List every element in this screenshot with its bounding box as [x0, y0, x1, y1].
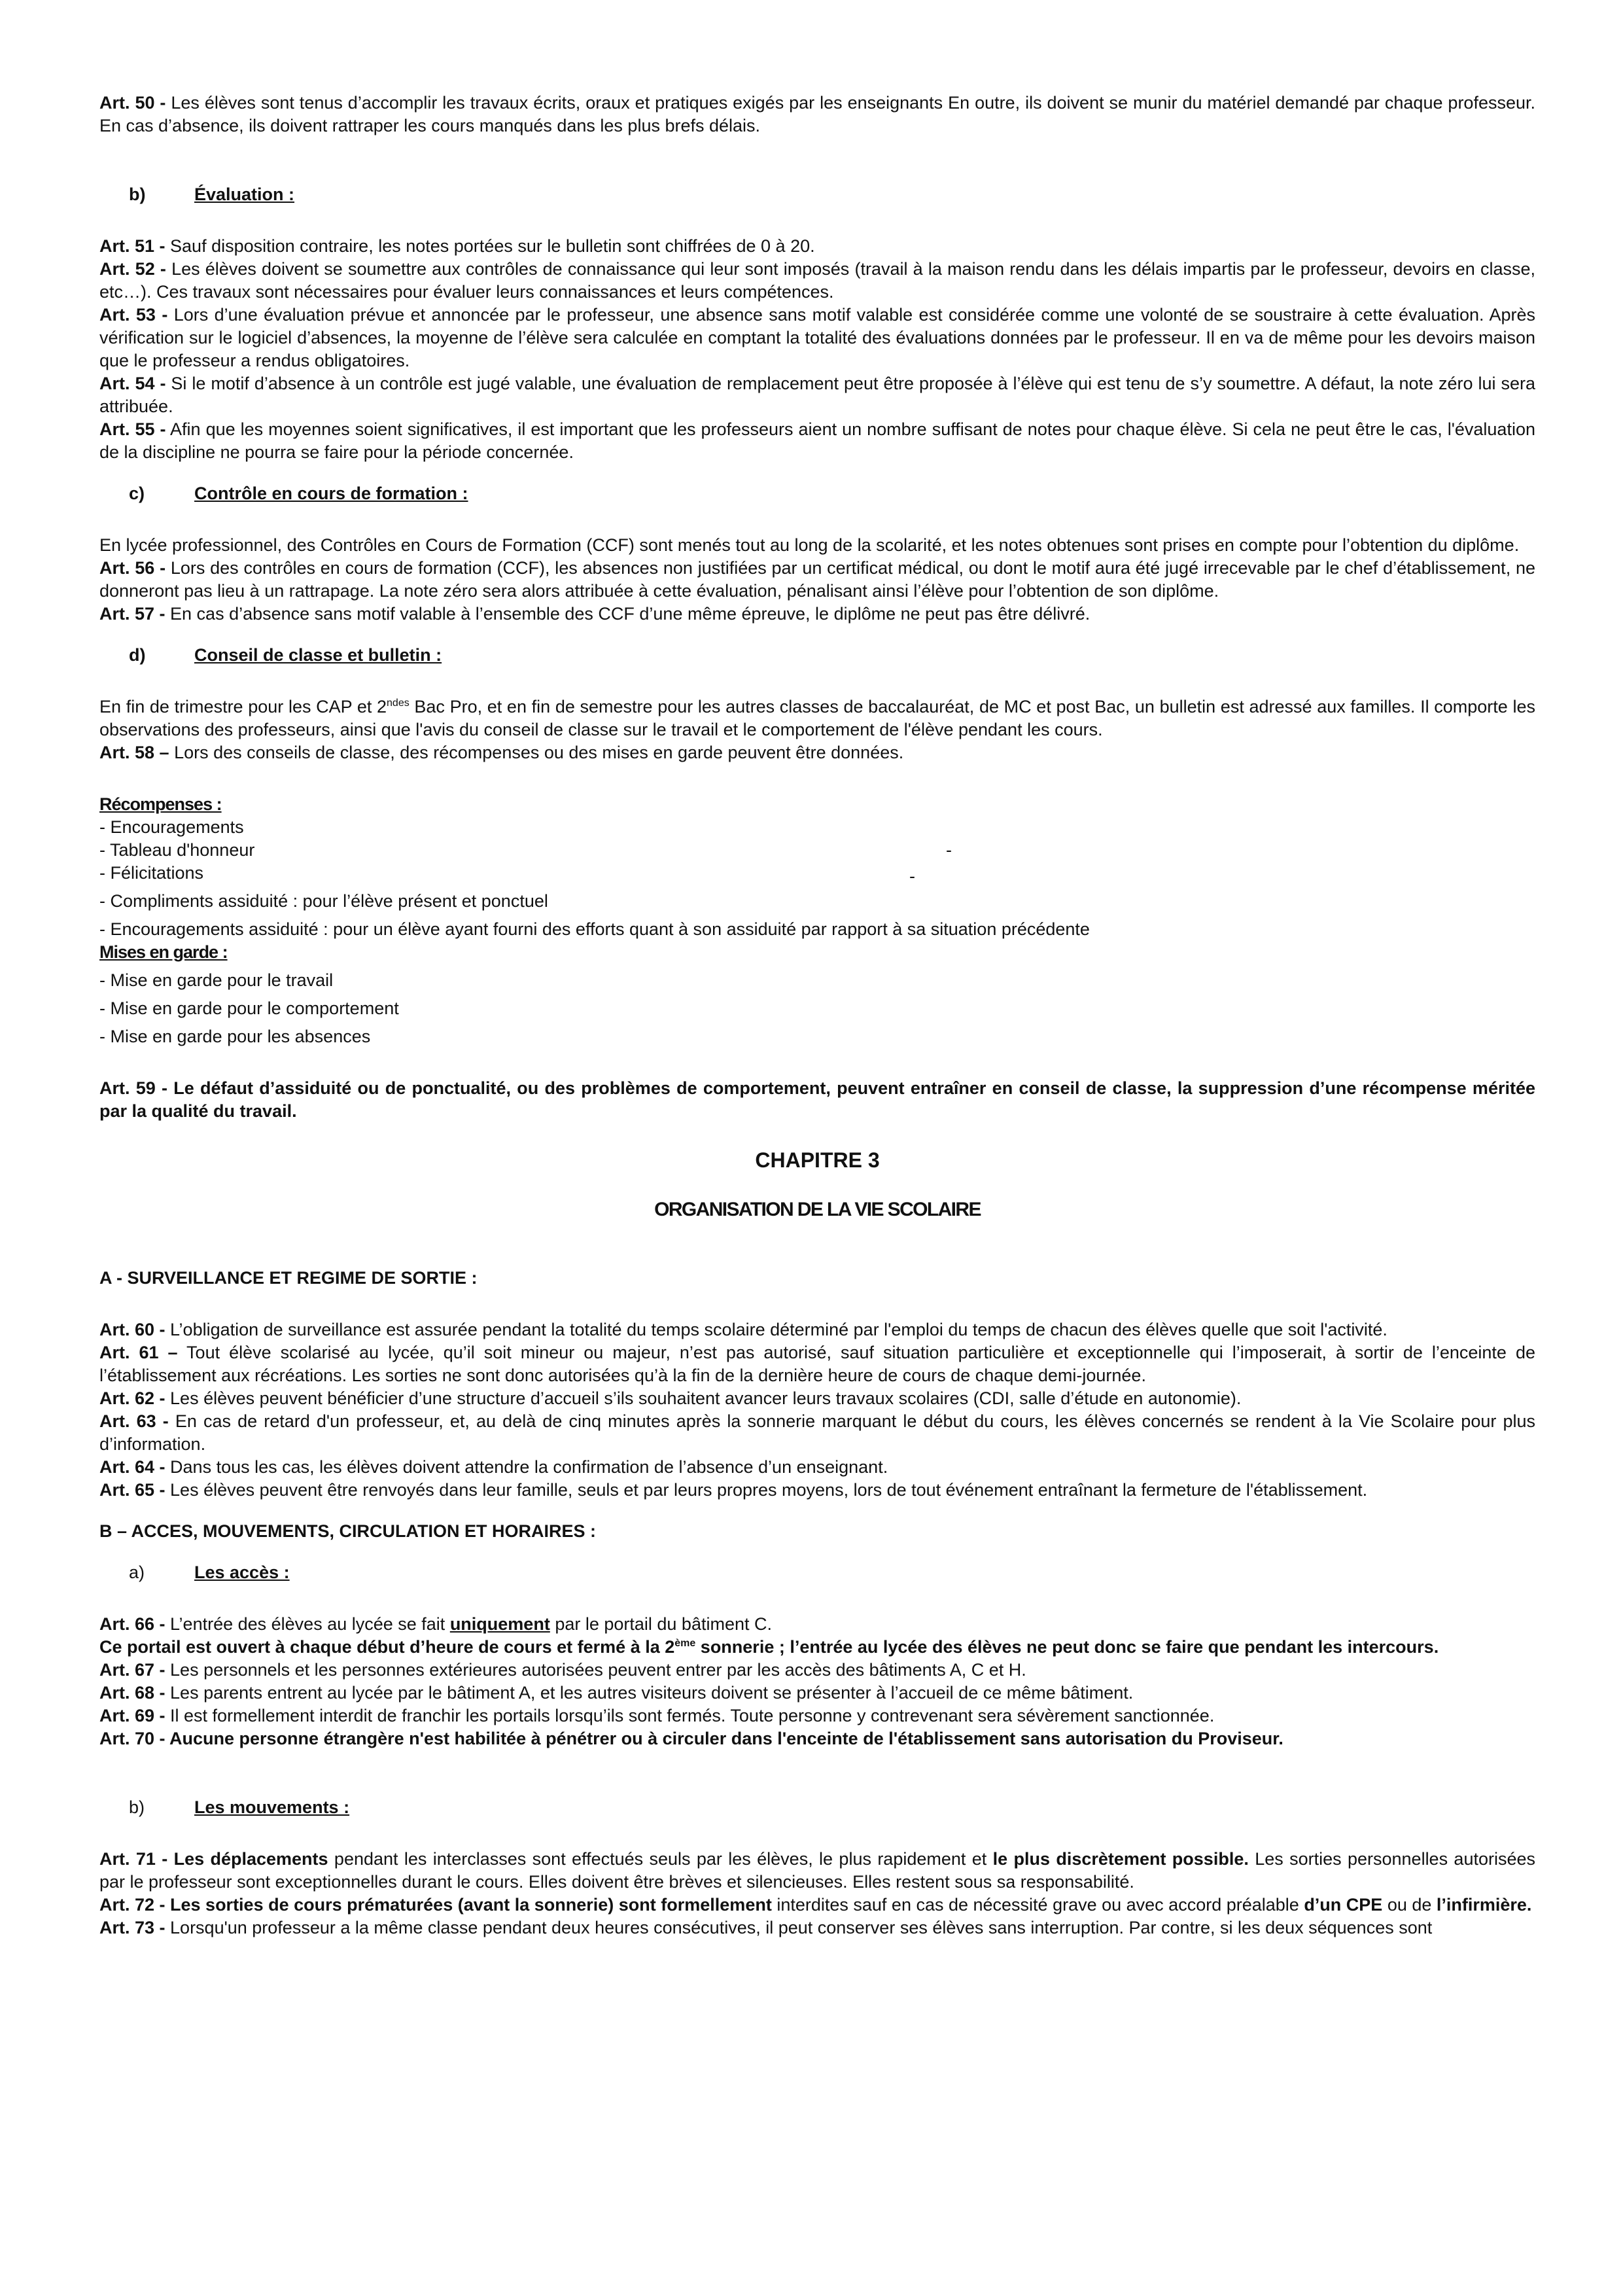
section-d-conseil: d) Conseil de classe et bulletin :	[129, 645, 442, 665]
section-b-heading: B – ACCES, MOUVEMENTS, CIRCULATION ET HORAIRES :	[99, 1521, 597, 1541]
ccf-intro: En lycée professionnel, des Contrôles en Cours de Formation (CCF) sont menés tout au long de la scolarité, et les notes obtenues sont prises en compte pour l’obtention du diplôme.	[99, 535, 1520, 555]
article-60: Art. 60 - L’obligation de surveillance est assurée pendant la totalité du temps scolaire déterminé par l'emploi du temps de chacun des élèves quelle que soit l'activité.	[99, 1320, 1387, 1339]
section-b-evaluation: b) Évaluation :	[129, 185, 295, 204]
mises-en-garde-title: Mises en garde :	[99, 942, 228, 962]
list-item: - Félicitations	[99, 863, 204, 883]
list-item: - Compliments assiduité : pour l’élève présent et ponctuel	[99, 891, 548, 911]
article-54: Art. 54 - Si le motif d’absence à un contrôle est jugé valable, une évaluation de remplacement peut être proposée à l’élève qui est tenu de s’y soumettre. A défaut, la note zéro lui sera attribuée.	[99, 374, 1535, 416]
chapter-heading: CHAPITRE 3	[755, 1148, 880, 1172]
article-51: Art. 51 - Sauf disposition contraire, les notes portées sur le bulletin sont chiffrées de 0 à 20.	[99, 236, 815, 256]
list-item: - Encouragements assiduité : pour un élève ayant fourni des efforts quant à son assiduité par rapport à sa situation précédente	[99, 919, 1090, 939]
recompenses-list	[99, 793, 1535, 941]
portail-rule: Ce portail est ouvert à chaque début d’heure de cours et fermé à la 2ème sonnerie ; l’entrée au lycée des élèves ne peut donc se faire que pendant les intercours.	[99, 1637, 1439, 1657]
article-62: Art. 62 - Les élèves peuvent bénéficier d’une structure d’accueil s’ils souhaitent avancer leurs travaux scolaires (CDI, salle d’étude en autonomie).	[99, 1388, 1242, 1408]
article-65: Art. 65 - Les élèves peuvent être renvoyés dans leur famille, seuls et par leurs propres moyens, lors de tout événement entraînant la fermeture de l'établissement.	[99, 1480, 1368, 1500]
article-53: Art. 53 - Lors d’une évaluation prévue et annoncée par le professeur, une absence sans motif valable est considérée comme une volonté de se soustraire à cette évaluation. Après vérification sur le logiciel d’absences, la moyenne de l’élève sera calculée en comptant la totalité des évaluations données par le professeur. Il en va de même pour les devoirs maison que le professeur a rendus obligatoires.	[99, 305, 1535, 370]
article-57: Art. 57 - En cas d’absence sans motif valable à l’ensemble des CCF d’une même épreuve, le diplôme ne peut pas être délivré.	[99, 604, 1091, 624]
section-c-ccf: c) Contrôle en cours de formation :	[129, 484, 468, 503]
article-50: Art. 50 - Les élèves sont tenus d’accomplir les travaux écrits, oraux et pratiques exigés par les enseignants En outre, ils doivent se munir du matériel demandé par chaque professeur. En cas d’absence, ils doivent rattraper les cours manqués dans les plus brefs délais.	[99, 93, 1536, 135]
article-68: Art. 68 - Les parents entrent au lycée par le bâtiment A, et les autres visiteurs doivent se présenter à l’accueil de ce même bâtiment.	[99, 1683, 1134, 1703]
article-52: Art. 52 - Les élèves doivent se soumettre aux contrôles de connaissance qui leur sont imposés (travail à la maison rendu dans les délais impartis par le professeur, devoirs en classe, etc…). Ces travaux sont nécessaires pour évaluer leurs connaissances et leurs compétences.	[99, 259, 1535, 302]
chapter-title: ORGANISATION DE LA VIE SCOLAIRE	[654, 1199, 981, 1220]
article-56: Art. 56 - Lors des contrôles en cours de formation (CCF), les absences non justifiées par un certificat médical, ou dont le motif aura été jugé irrecevable par le chef d’établissement, ne donneront pas lieu à un rattrapage. La note zéro sera alors attribuée à cette évaluation, pénalisant ainsi l’élève pour l’obtention de son diplôme.	[99, 558, 1535, 601]
list-item: - Mise en garde pour le comportement	[99, 998, 399, 1018]
list-item: - Tableau d'honneur	[99, 840, 255, 860]
article-71: Art. 71 - Les déplacements pendant les interclasses sont effectués seuls par les élèves, le plus rapidement et le plus discrètement possible. Les sorties personnelles autorisées par le professeur sont exceptionnelles durant le cours. Elles doivent être brèves et silencieuses. Elles restent sous sa responsabilité.	[99, 1849, 1536, 1892]
article-63: Art. 63 - En cas de retard d'un professeur, et, au delà de cinq minutes après la sonnerie marquant le début du cours, les élèves concernés se rendent à la Vie Scolaire pour plus d’information.	[99, 1411, 1535, 1454]
article-67: Art. 67 - Les personnels et les personnes extérieures autorisées peuvent entrer par les accès des bâtiments A, C et H.	[99, 1660, 1026, 1680]
article-55: Art. 55 - Afin que les moyennes soient significatives, il est important que les professeurs aient un nombre suffisant de notes pour chaque élève. Si cela ne peut être le cas, l'évaluation de la discipline ne pourra se faire pour la période concernée.	[99, 419, 1535, 462]
article-70: Art. 70 - Aucune personne étrangère n'est habilitée à pénétrer ou à circuler dans l'enceinte de l'établissement sans autorisation du Proviseur.	[99, 1729, 1283, 1748]
list-item: - Encouragements	[99, 817, 244, 837]
article-73: Art. 73 - Lorsqu'un professeur a la même classe pendant deux heures consécutives, il peut conserver ses élèves sans interruption. Par contre, si les deux séquences sont	[99, 1918, 1433, 1937]
list-item: - Mise en garde pour les absences	[99, 1027, 371, 1046]
subsection-acces: a) Les accès :	[129, 1563, 290, 1582]
recompenses-title: Récompenses :	[99, 794, 222, 814]
article-59: Art. 59 - Le défaut d’assiduité ou de ponctualité, ou des problèmes de comportement, peuvent entraîner en conseil de classe, la suppression d’une récompense méritée par la qualité du travail.	[99, 1078, 1535, 1121]
article-61: Art. 61 – Tout élève scolarisé au lycée, qu’il soit mineur ou majeur, n’est pas autorisé, sauf situation particulière et exceptionnelle qui l’imposerait, à sortir de l’enceinte de l’établissement aux récréations. Les sorties ne sont donc autorisées qu’à la fin de la dernière heure de cours de chaque demi-journée.	[99, 1343, 1535, 1385]
stray-dash: -	[946, 840, 952, 860]
mises-en-garde-list	[99, 941, 1535, 1048]
bulletin-paragraph: En fin de trimestre pour les CAP et $2^{ndes}$ Bac Pro, et en fin de semestre pour les autres classes de baccalauréat, de MC et post Bac, un bulletin est adressé aux familles. Il comporte les observations des professeurs, ainsi que l'avis du conseil de classe sur le travail et le comportement de l'élève pendant les cours.	[99, 697, 1535, 739]
article-69: Art. 69 - Il est formellement interdit de franchir les portails lorsqu’ils sont fermés. Toute personne y contrevenant sera sévèrement sanctionnée.	[99, 1706, 1215, 1725]
stray-dash: -	[909, 866, 915, 886]
article-66: Art. 66 - L’entrée des élèves au lycée se fait uniquement par le portail du bâtiment C.	[99, 1614, 772, 1634]
article-64: Art. 64 - Dans tous les cas, les élèves doivent attendre la confirmation de l’absence d’un enseignant.	[99, 1457, 888, 1477]
list-item: - Mise en garde pour le travail	[99, 970, 334, 990]
subsection-mouvements: b) Les mouvements :	[129, 1797, 350, 1817]
article-58: Art. 58 – Lors des conseils de classe, des récompenses ou des mises en garde peuvent être données.	[99, 743, 904, 762]
document-page	[99, 92, 1535, 1939]
article-72: Art. 72 - Les sorties de cours prématurées (avant la sonnerie) sont formellement interdites sauf en cas de nécessité grave ou avec accord préalable d’un CPE ou de l’infirmière.	[99, 1895, 1532, 1915]
section-a-heading: A - SURVEILLANCE ET REGIME DE SORTIE :	[99, 1268, 478, 1288]
